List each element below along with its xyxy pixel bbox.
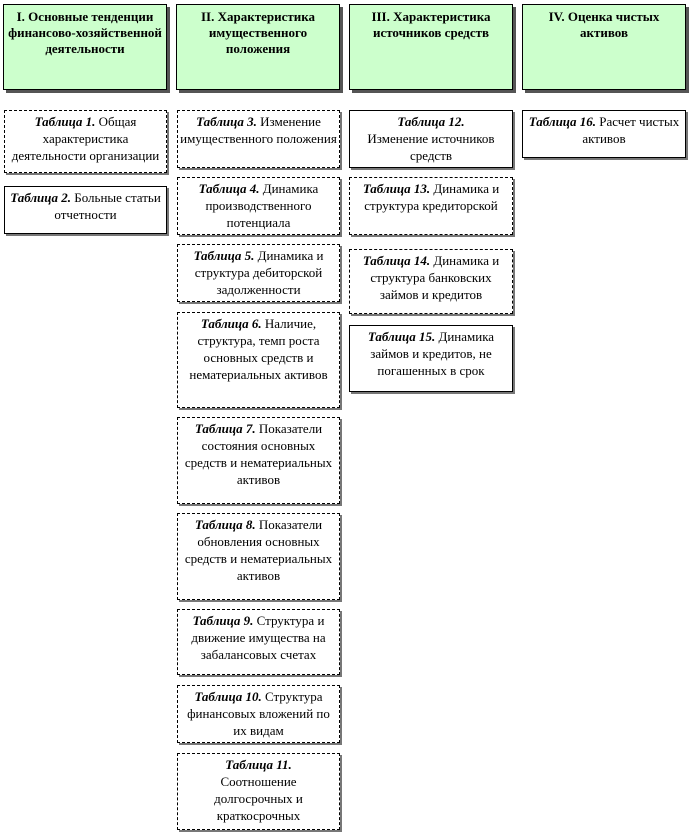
table-box-8 [177,513,340,600]
table-number: Таблица 13. [362,181,431,196]
section-header-2-text: II. Характеристика имущественного положения [200,9,316,56]
table-title: Общая характеристика деятельности организации [11,114,160,163]
table-number: Таблица 6. [200,316,262,331]
table-box-4 [177,177,340,235]
section-header-1-text: I. Основные тенденции финансово-хозяйственной деятельности [8,9,162,56]
table-title: Показатели состояния основных средств и нематериальных активов [184,421,333,487]
table-box-15 [349,325,513,392]
table-number: Таблица 11. [225,757,292,772]
table-title: Расчет чистых активов [582,114,680,146]
table-number: Таблица 2. [10,190,71,205]
table-title: Динамика и структура дебиторской задолженности [194,248,324,297]
table-box-6 [177,312,340,408]
section-header-4 [522,4,686,90]
table-box-16 [522,110,686,158]
table-title: Динамика производственного потенциала [205,181,319,230]
table-box-9 [177,609,340,675]
section-header-3 [349,4,513,90]
table-title: Наличие, структура, темп роста основных средств и нематериальных активов [189,316,328,382]
table-number: Таблица 10. [194,689,262,704]
table-title: Показатели обновления основных средств и нематериальных активов [184,517,333,583]
table-number: Таблица 14. [362,253,431,268]
table-title: Динамика и структура банковских займов и кредитов [370,253,500,302]
table-title: Структура финансовых вложений по их видам [187,689,330,738]
table-title: Структура и движение имущества на забалансовых счетах [191,613,326,662]
table-title: Изменение источников средств [367,131,495,163]
table-number: Таблица 12. [397,114,465,129]
section-header-2 [176,4,340,90]
table-number: Таблица 9. [192,613,254,628]
table-box-5 [177,244,340,302]
table-number: Таблица 5. [193,248,255,263]
table-title: Динамика и структура кредиторской [364,181,500,213]
table-number: Таблица 8. [194,517,256,532]
table-number: Таблица 4. [198,181,260,196]
table-title: Больные статьи отчетности [54,190,161,222]
table-box-1 [4,110,167,173]
table-number: Таблица 16. [528,114,597,129]
table-title: Динамика займов и кредитов, не погашенных в срок [370,329,495,378]
section-header-3-text: III. Характеристика источников средств [371,9,491,40]
table-title: Соотношение долгосрочных и краткосрочных [214,774,303,823]
table-box-13 [349,177,513,235]
table-box-12 [349,110,513,168]
table-box-2 [4,186,167,234]
table-box-11 [177,753,340,830]
table-number: Таблица 15. [367,329,436,344]
section-header-1 [3,4,167,90]
table-number: Таблица 7. [194,421,256,436]
section-header-4-text: IV. Оценка чистых активов [548,9,660,40]
table-box-14 [349,249,513,314]
table-box-7 [177,417,340,504]
table-box-10 [177,685,340,743]
table-number: Таблица 3. [196,114,257,129]
table-box-3 [177,110,340,168]
table-title: Изменение имущественного положения [180,114,337,146]
table-number: Таблица 1. [34,114,96,129]
